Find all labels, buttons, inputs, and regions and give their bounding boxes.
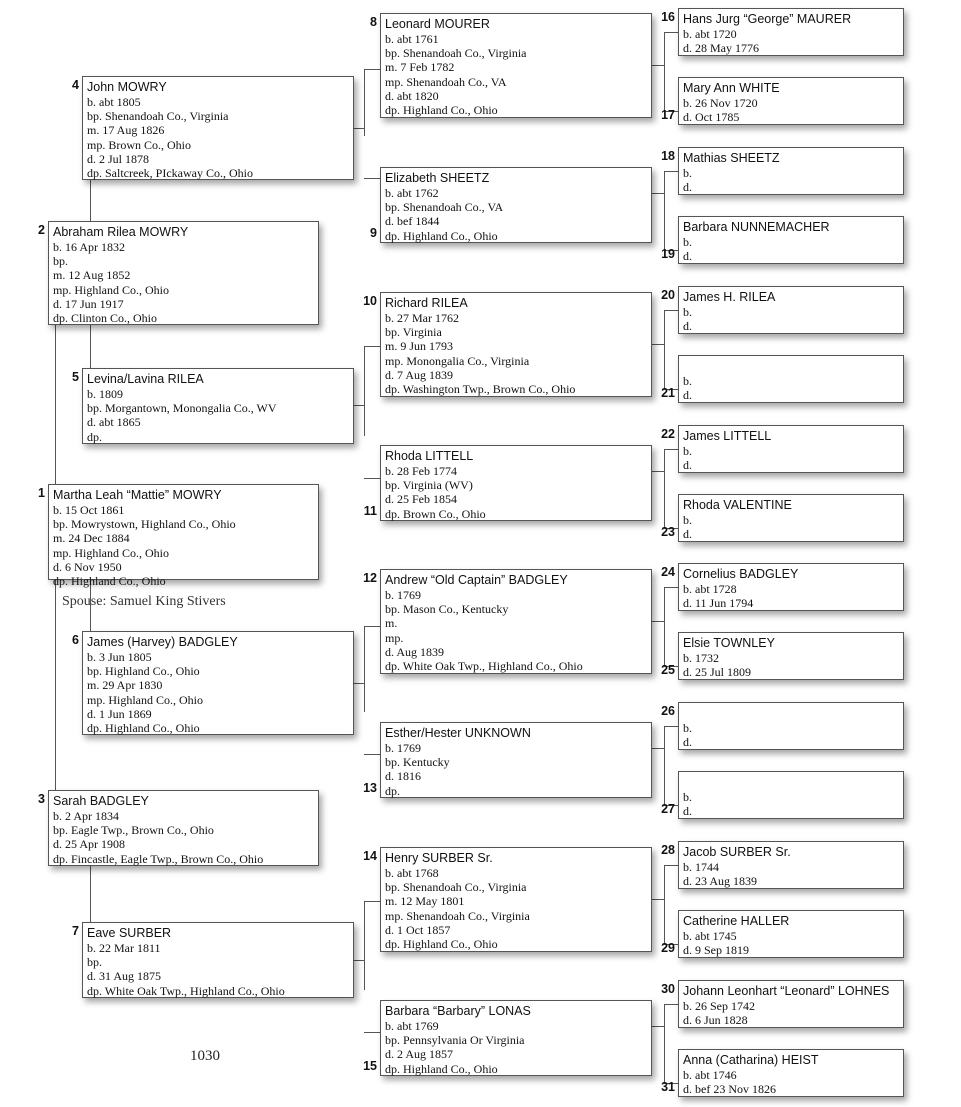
- person-box[interactable]: [678, 980, 904, 1028]
- person-fact: d. 28 May 1776: [683, 41, 759, 56]
- person-fact: bp. Shenandoah Co., Virginia: [385, 880, 527, 895]
- person-box[interactable]: [678, 1049, 904, 1097]
- person-fact: dp. Highland Co., Ohio: [53, 574, 166, 589]
- person-fact: bp. Virginia (WV): [385, 478, 473, 493]
- person-name: Richard RILEA: [385, 296, 468, 310]
- person-box[interactable]: [82, 368, 354, 444]
- person-fact: b. abt 1746: [683, 1068, 737, 1082]
- person-name: Rhoda LITTELL: [385, 449, 474, 463]
- person-box[interactable]: [678, 355, 904, 403]
- person-fact: d.: [683, 527, 692, 542]
- person-name: Cornelius BADGLEY: [683, 567, 799, 581]
- person-fact: d. bef 1844: [385, 214, 440, 229]
- person-fact: b. 1732: [683, 651, 719, 665]
- person-name: Barbara NUNNEMACHER: [683, 220, 830, 234]
- ahnentafel-number: 26: [661, 704, 675, 718]
- person-fact: b. abt 1728: [683, 582, 737, 596]
- connector-line: [664, 1004, 678, 1005]
- person-fact: bp.: [87, 955, 102, 970]
- ahnentafel-number: 1: [38, 486, 45, 500]
- ahnentafel-number: 19: [661, 247, 675, 261]
- connector-line: [364, 901, 365, 990]
- person-fact: d. 7 Aug 1839: [385, 367, 454, 382]
- person-fact: m. 17 Aug 1826: [87, 123, 165, 138]
- person-fact: dp. White Oak Twp., Highland Co., Ohio: [87, 983, 285, 998]
- person-fact: d. bef 23 Nov 1826: [683, 1082, 776, 1097]
- ahnentafel-number: 28: [661, 843, 675, 857]
- person-fact: d. 17 Jun 1917: [53, 296, 124, 311]
- person-fact: mp. Highland Co., Ohio: [87, 692, 203, 707]
- person-box[interactable]: [82, 922, 354, 998]
- ahnentafel-number: 8: [370, 15, 377, 29]
- person-fact: d.: [683, 319, 692, 334]
- person-box[interactable]: [678, 563, 904, 611]
- person-name: Levina/Lavina RILEA: [87, 372, 204, 386]
- ahnentafel-number: 2: [38, 223, 45, 237]
- person-box[interactable]: [82, 631, 354, 735]
- connector-line: [364, 1032, 380, 1033]
- connector-line: [652, 344, 664, 345]
- person-name: James LITTELL: [683, 429, 772, 443]
- page-number: 1030: [190, 1048, 220, 1064]
- person-fact: d. 1 Oct 1857: [385, 922, 451, 937]
- ahnentafel-number: 20: [661, 288, 675, 302]
- person-box[interactable]: [678, 771, 904, 819]
- person-box[interactable]: [380, 1000, 652, 1076]
- person-fact: m.: [385, 616, 398, 631]
- person-fact: b. 2 Apr 1834: [53, 809, 119, 823]
- person-fact: bp. Mowrystown, Highland Co., Ohio: [53, 517, 236, 532]
- person-name: Elsie TOWNLEY: [683, 636, 775, 650]
- person-name: Abraham Rilea MOWRY: [53, 225, 189, 239]
- connector-line: [364, 478, 380, 479]
- ahnentafel-number: 3: [38, 792, 45, 806]
- connector-line: [90, 325, 91, 369]
- person-name: Johann Leonhart “Leonard” LOHNES: [683, 984, 890, 998]
- person-box[interactable]: [678, 286, 904, 334]
- connector-line: [664, 32, 665, 111]
- person-fact: mp. Monongalia Co., Virginia: [385, 353, 530, 368]
- connector-line: [90, 866, 91, 923]
- person-name: Jacob SURBER Sr.: [683, 845, 791, 859]
- person-box[interactable]: [678, 494, 904, 542]
- person-box[interactable]: [380, 13, 652, 118]
- connector-line: [364, 754, 380, 755]
- person-fact: d. 25 Apr 1908: [53, 837, 125, 852]
- person-box[interactable]: [48, 484, 319, 589]
- ahnentafel-number: 27: [661, 802, 675, 816]
- person-fact: d. 6 Nov 1950: [53, 559, 122, 574]
- person-name: Anna (Catharina) HEIST: [683, 1053, 819, 1067]
- connector-line: [664, 726, 665, 805]
- ahnentafel-number: 14: [363, 849, 377, 863]
- connector-line: [55, 580, 56, 790]
- person-fact: dp.: [87, 429, 102, 444]
- connector-line: [652, 899, 664, 900]
- ahnentafel-number: 7: [72, 924, 79, 938]
- person-fact: d.: [683, 735, 692, 750]
- connector-line: [664, 310, 665, 389]
- person-name: Andrew “Old Captain” BADGLEY: [385, 573, 568, 587]
- person-fact: b.: [683, 235, 692, 249]
- person-fact: mp. Brown Co., Ohio: [87, 137, 192, 152]
- person-fact: d. 9 Sep 1819: [683, 943, 749, 958]
- person-fact: m. 7 Feb 1782: [385, 60, 455, 75]
- person-fact: dp. Highland Co., Ohio: [385, 1061, 498, 1076]
- person-fact: b. abt 1761: [385, 32, 439, 46]
- person-fact: b.: [683, 790, 692, 804]
- person-fact: bp. Shenandoah Co., Virginia: [385, 46, 527, 61]
- person-fact: d.: [683, 458, 692, 473]
- person-name: Barbara “Barbary” LONAS: [385, 1004, 531, 1018]
- ahnentafel-number: 24: [661, 565, 675, 579]
- person-fact: b.: [683, 374, 692, 388]
- person-box[interactable]: [678, 910, 904, 958]
- person-fact: mp. Shenandoah Co., Virginia: [385, 908, 530, 923]
- connector-line: [664, 171, 665, 250]
- person-box[interactable]: [48, 790, 319, 866]
- person-fact: dp. White Oak Twp., Highland Co., Ohio: [385, 659, 583, 674]
- ahnentafel-number: 18: [661, 149, 675, 163]
- person-fact: d. 25 Feb 1854: [385, 492, 457, 507]
- ahnentafel-number: 23: [661, 525, 675, 539]
- person-fact: b. 1769: [385, 588, 421, 602]
- person-fact: mp. Highland Co., Ohio: [53, 545, 169, 560]
- connector-line: [652, 193, 664, 194]
- person-box[interactable]: [48, 221, 319, 325]
- person-fact: b. 16 Apr 1832: [53, 240, 125, 254]
- connector-line: [652, 621, 664, 622]
- person-fact: bp. Mason Co., Kentucky: [385, 602, 509, 617]
- connector-line: [364, 626, 380, 627]
- connector-line: [664, 1004, 665, 1083]
- person-fact: d. 2 Aug 1857: [385, 1047, 454, 1062]
- connector-line: [664, 310, 678, 311]
- spouse-note: Spouse: Samuel King Stivers: [62, 594, 226, 609]
- person-fact: d. Aug 1839: [385, 644, 445, 659]
- ahnentafel-number: 12: [363, 571, 377, 585]
- person-fact: dp. Highland Co., Ohio: [385, 228, 498, 243]
- person-box[interactable]: [380, 847, 652, 952]
- person-fact: m. 12 May 1801: [385, 894, 465, 909]
- person-fact: dp.: [385, 783, 400, 798]
- ahnentafel-number: 17: [661, 108, 675, 122]
- person-fact: bp. Virginia: [385, 325, 442, 340]
- person-fact: d. abt 1820: [385, 88, 439, 103]
- person-name: James (Harvey) BADGLEY: [87, 635, 238, 649]
- person-name: Sarah BADGLEY: [53, 794, 149, 808]
- person-fact: d.: [683, 388, 692, 403]
- person-box[interactable]: [678, 8, 904, 56]
- connector-line: [664, 171, 678, 172]
- person-box[interactable]: [380, 569, 652, 674]
- person-fact: d.: [683, 180, 692, 195]
- ahnentafel-number: 15: [363, 1059, 377, 1073]
- person-fact: d. 31 Aug 1875: [87, 969, 162, 984]
- person-fact: b. 27 Mar 1762: [385, 311, 459, 325]
- person-fact: m. 12 Aug 1852: [53, 268, 131, 283]
- person-fact: bp. Pennsylvania Or Virginia: [385, 1033, 525, 1048]
- person-fact: m. 29 Apr 1830: [87, 678, 163, 693]
- connector-line: [354, 405, 364, 406]
- person-name: Leonard MOURER: [385, 17, 490, 31]
- person-name: John MOWRY: [87, 80, 167, 94]
- person-name: Mathias SHEETZ: [683, 151, 780, 165]
- person-fact: b. 26 Nov 1720: [683, 96, 758, 110]
- ahnentafel-number: 9: [370, 226, 377, 240]
- person-fact: b. 15 Oct 1861: [53, 503, 125, 517]
- person-fact: dp. Highland Co., Ohio: [87, 721, 200, 736]
- person-fact: dp. Washington Twp., Brown Co., Ohio: [385, 382, 576, 397]
- person-box[interactable]: [678, 77, 904, 125]
- person-fact: dp. Saltcreek, PIckaway Co., Ohio: [87, 166, 253, 181]
- person-fact: bp. Morgantown, Monongalia Co., WV: [87, 401, 277, 416]
- person-name: Henry SURBER Sr.: [385, 851, 493, 865]
- ahnentafel-number: 29: [661, 941, 675, 955]
- person-fact: b. 1744: [683, 860, 719, 874]
- person-fact: d. 1816: [385, 769, 421, 784]
- ahnentafel-number: 6: [72, 633, 79, 647]
- person-fact: d. abt 1865: [87, 415, 141, 430]
- ahnentafel-number: 22: [661, 427, 675, 441]
- person-fact: b.: [683, 166, 692, 180]
- person-fact: b.: [683, 721, 692, 735]
- person-fact: b. abt 1768: [385, 866, 439, 880]
- ahnentafel-number: 30: [661, 982, 675, 996]
- connector-line: [652, 65, 664, 66]
- ahnentafel-number: 25: [661, 663, 675, 677]
- person-fact: b. abt 1805: [87, 95, 141, 109]
- ahnentafel-number: 21: [661, 386, 675, 400]
- person-fact: bp. Highland Co., Ohio: [87, 664, 200, 679]
- person-fact: bp. Shenandoah Co., VA: [385, 200, 504, 215]
- connector-line: [652, 748, 664, 749]
- person-fact: dp. Clinton Co., Ohio: [53, 311, 158, 326]
- person-fact: d. 2 Jul 1878: [87, 151, 150, 166]
- person-box[interactable]: [678, 216, 904, 264]
- ahnentafel-number: 31: [661, 1080, 675, 1094]
- person-fact: b. 22 Mar 1811: [87, 941, 161, 955]
- person-name: Rhoda VALENTINE: [683, 498, 792, 512]
- connector-line: [664, 587, 665, 666]
- person-fact: d. 23 Aug 1839: [683, 874, 758, 889]
- person-fact: dp. Brown Co., Ohio: [385, 506, 486, 521]
- connector-line: [90, 180, 91, 222]
- person-name: Mary Ann WHITE: [683, 81, 780, 95]
- person-fact: bp. Shenandoah Co., Virginia: [87, 109, 229, 124]
- person-name: Hans Jurg “George” MAURER: [683, 12, 852, 26]
- person-fact: d. 1 Jun 1869: [87, 706, 152, 721]
- person-box[interactable]: [678, 147, 904, 195]
- person-fact: dp. Fincastle, Eagle Twp., Brown Co., Ohio: [53, 851, 264, 866]
- person-box[interactable]: [678, 841, 904, 889]
- person-fact: b. abt 1720: [683, 27, 737, 41]
- person-fact: b. 28 Feb 1774: [385, 464, 457, 478]
- ahnentafel-number: 4: [72, 78, 79, 92]
- connector-line: [652, 471, 664, 472]
- person-fact: mp.: [385, 630, 404, 645]
- person-name: Catherine HALLER: [683, 914, 790, 928]
- person-name: Martha Leah “Mattie” MOWRY: [53, 488, 222, 502]
- person-name: Esther/Hester UNKNOWN: [385, 726, 531, 740]
- connector-line: [354, 960, 364, 961]
- person-fact: b. abt 1745: [683, 929, 737, 943]
- person-name: James H. RILEA: [683, 290, 776, 304]
- person-fact: d. Oct 1785: [683, 110, 740, 125]
- connector-line: [652, 1026, 664, 1027]
- person-fact: dp. Highland Co., Ohio: [385, 103, 498, 118]
- person-box[interactable]: [678, 702, 904, 750]
- connector-line: [364, 346, 365, 436]
- connector-line: [364, 626, 365, 712]
- connector-line: [364, 178, 380, 179]
- person-fact: b.: [683, 513, 692, 527]
- person-fact: b. 1809: [87, 387, 123, 401]
- person-name: [683, 705, 899, 721]
- person-fact: mp. Shenandoah Co., VA: [385, 74, 507, 89]
- ahnentafel-number: 13: [363, 781, 377, 795]
- person-box[interactable]: [380, 167, 652, 243]
- person-fact: dp. Highland Co., Ohio: [385, 937, 498, 952]
- person-fact: b. abt 1769: [385, 1019, 439, 1033]
- connector-line: [55, 325, 56, 485]
- connector-line: [364, 69, 380, 70]
- person-fact: b.: [683, 305, 692, 319]
- person-fact: b.: [683, 444, 692, 458]
- ahnentafel-number: 5: [72, 370, 79, 384]
- connector-line: [664, 865, 678, 866]
- connector-line: [664, 587, 678, 588]
- person-name: [683, 774, 899, 790]
- connector-line: [664, 449, 665, 528]
- person-name: Eave SURBER: [87, 926, 172, 940]
- person-name: [683, 358, 899, 374]
- connector-line: [354, 683, 364, 684]
- connector-line: [664, 726, 678, 727]
- person-fact: m. 9 Jun 1793: [385, 339, 454, 354]
- person-box[interactable]: [380, 722, 652, 798]
- connector-line: [364, 901, 380, 902]
- person-fact: d. 11 Jun 1794: [683, 596, 754, 611]
- person-fact: d.: [683, 804, 692, 819]
- connector-line: [664, 865, 665, 944]
- person-box[interactable]: [678, 632, 904, 680]
- person-name: Elizabeth SHEETZ: [385, 171, 490, 185]
- connector-line: [354, 128, 364, 129]
- person-fact: b. 1769: [385, 741, 421, 755]
- person-box[interactable]: [380, 292, 652, 397]
- person-fact: bp. Kentucky: [385, 755, 450, 770]
- person-fact: b. abt 1762: [385, 186, 439, 200]
- person-fact: b. 26 Sep 1742: [683, 999, 755, 1013]
- ahnentafel-number: 11: [363, 504, 377, 518]
- person-fact: mp. Highland Co., Ohio: [53, 282, 169, 297]
- person-fact: d.: [683, 249, 692, 264]
- person-fact: m. 24 Dec 1884: [53, 531, 130, 546]
- person-fact: bp.: [53, 254, 68, 269]
- person-fact: b. 3 Jun 1805: [87, 650, 152, 664]
- person-fact: d. 6 Jun 1828: [683, 1013, 748, 1028]
- ahnentafel-number: 10: [363, 294, 377, 308]
- person-fact: bp. Eagle Twp., Brown Co., Ohio: [53, 823, 214, 838]
- connector-line: [364, 69, 365, 136]
- ahnentafel-number: 16: [661, 10, 675, 24]
- person-box[interactable]: [380, 445, 652, 521]
- connector-line: [664, 449, 678, 450]
- person-box[interactable]: [82, 76, 354, 180]
- connector-line: [664, 32, 678, 33]
- connector-line: [364, 346, 380, 347]
- person-box[interactable]: [678, 425, 904, 473]
- person-fact: d. 25 Jul 1809: [683, 665, 752, 680]
